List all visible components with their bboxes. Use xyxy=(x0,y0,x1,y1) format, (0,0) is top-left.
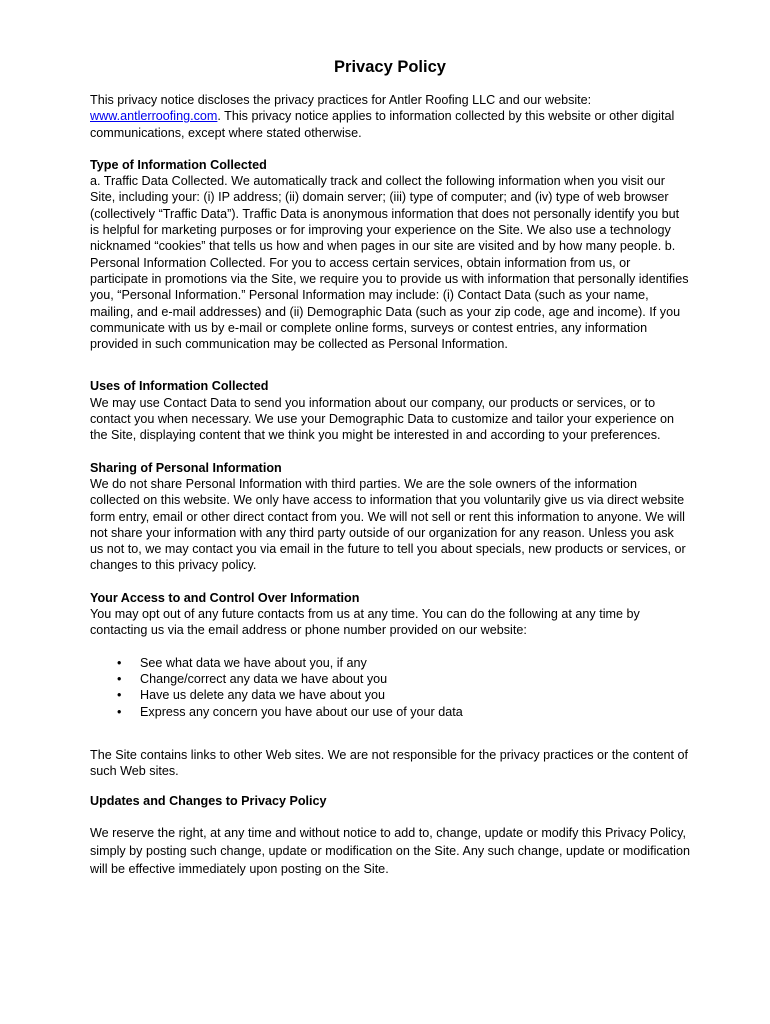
access-heading: Your Access to and Control Over Information xyxy=(90,590,360,605)
website-link[interactable]: www.antlerroofing.com xyxy=(90,109,218,124)
type-of-info-heading: Type of Information Collected xyxy=(90,157,267,172)
type-of-info-body: a. Traffic Data Collected. We automatically track and collect the following information when you visit our Site, including your: (i) IP address; (ii) domain server; (iii) type of computer; and (iv) type of web browser (collectively “Traffic Data”). Traffic Data is anonymous information that does not personally identify you but is helpful for marketing purposes or for improving your experience on the Site. We also use a technology nicknamed “cookies” that tells us how and when pages in our site are visited and by how many people. b. Personal Information Collected. For you to access certain services, obtain information from us, or participate in promotions via the Site, we require you to provide us with information that personally identifies you, “Personal Information.” Personal Information may include: (i) Contact Data (such as your name, mailing, and e-mail addresses) and (ii) Demographic Data (such as your zip code, age and income). If you communicate with us by e-mail or complete online forms, surveys or contest entries, any information provided in such communication may be collected as Personal Information. xyxy=(90,174,689,352)
intro-text-after-link: . This privacy notice applies to information collected by this website or other digital communications, except where stated otherwise. xyxy=(90,109,675,140)
uses-body: We may use Contact Data to send you information about our company, our products or services, or to contact you when necessary. We use your Demographic Data to customize and tailor your experience on the Site, displaying content that we think you might be interested in and according to your preferences. xyxy=(90,395,675,443)
page-title: Privacy Policy xyxy=(334,58,446,76)
intro-text-before-link: This privacy notice discloses the privacy practices for Antler Roofing LLC and our website: xyxy=(90,93,592,107)
list-item: • Have us delete any data we have about you xyxy=(140,687,690,703)
document-page xyxy=(90,56,690,878)
updates-body: We reserve the right, at any time and without notice to add to, change, update or modify this Privacy Policy, simply by posting such change, update or modification on the Site. Any such change, update or modification will be effective immediately upon posting on the Site. xyxy=(90,825,690,876)
sharing-body: We do not share Personal Information with third parties. We are the sole owners of the information collected on this website. We only have access to information that you voluntarily give us via direct website form entry, email or other direct contact from you. We will not sell or rent this information to anyone. We will not share your information with any third party outside of our organization for any reason. Unless you ask us not to, we may contact you via email in the future to tell you about specials, new products or services, or changes to this privacy policy. xyxy=(90,476,686,573)
list-item: • See what data we have about you, if any xyxy=(140,655,690,671)
updates-heading: Updates and Changes to Privacy Policy xyxy=(90,794,327,809)
sharing-heading: Sharing of Personal Information xyxy=(90,460,282,475)
access-body: You may opt out of any future contacts from us at any time. You can do the following at any time by contacting us via the email address or phone number provided on our website: xyxy=(90,607,640,638)
intro-paragraph xyxy=(90,92,690,141)
list-item: • Change/correct any data we have about you xyxy=(140,671,690,687)
uses-heading: Uses of Information Collected xyxy=(90,379,269,394)
access-rights-list xyxy=(90,655,690,720)
list-item: • Express any concern you have about our use of your data xyxy=(140,704,690,720)
external-links-note: The Site contains links to other Web sites. We are not responsible for the privacy practices or the content of such Web sites. xyxy=(90,747,689,779)
